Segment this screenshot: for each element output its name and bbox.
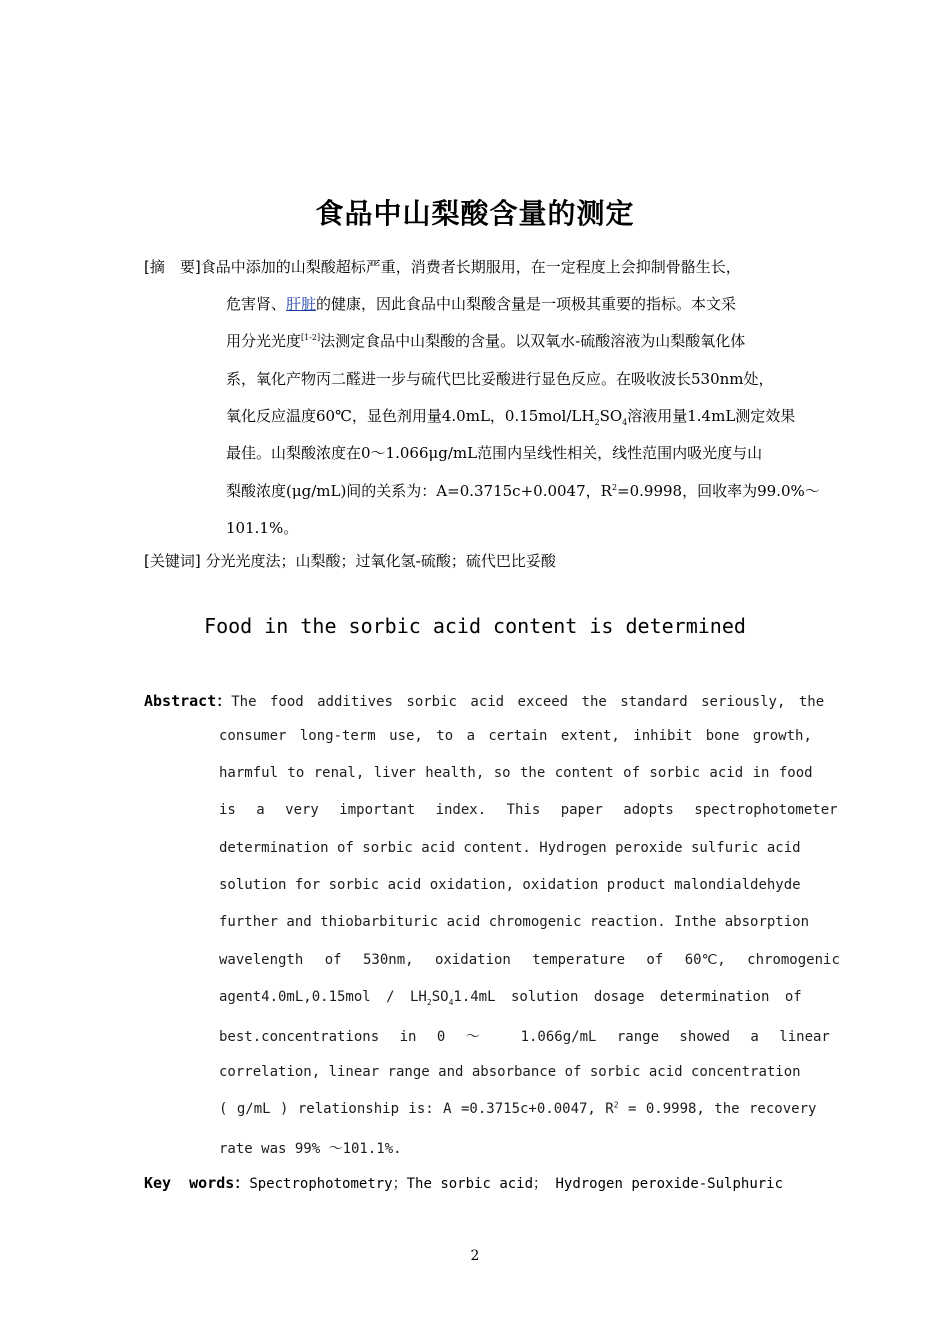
cn-keywords-label: [关键词] [144,552,201,570]
en-abstract-line-11: correlation, linear range and absorbance of sorbic acid concentration [219,1064,801,1080]
en-abstract-label: Abstract： [144,692,232,710]
en-abstract-line-9: agent4.0mL,0.15mol / $LH_2SO_41.4mL$ solution dosage determination of [219,989,802,1007]
en-abstract-line-1: Abstract：The food additives sorbic acid exceed the standard seriously, the [144,692,825,710]
cn-abstract-line-8: 101.1%。 [226,519,299,537]
en-abstract-line-2: consumer long-term use, to a certain extent, inhibit bone growth, [219,728,812,744]
en-abstract-line-7: further and thiobarbituric acid chromogenic reaction. Inthe absorption [219,914,810,930]
chinese-title: 食品中山梨酸含量的测定 [315,197,635,230]
cn-abstract-label: [摘 要] [144,258,201,276]
cn-abstract-line-5: 氧化反应温度60℃，显色剂用量4.0mL，$0.15mol/LH_2SO_4$溶液用量1.4mL测定效果 [226,407,796,427]
cn-abstract-line-4: 系，氧化产物丙二醛进一步与硫代巴比妥酸进行显色反应。在吸收波长530nm处， [226,370,774,388]
en-abstract-line-6: solution for sorbic acid oxidation, oxidation product malondialdehyde [219,877,801,893]
en-abstract-line-13: rate was 99% ～101.1%. [219,1141,402,1157]
cn-abstract-line-6: 最佳。山梨酸浓度在0～1.066μg/mL范围内呈线性相关，线性范围内吸光度与山 [226,444,763,462]
en-abstract-line-10: best.concentrations in 0 ～ 1.066g/mL range showed a linear [219,1029,830,1045]
en-keywords-text: Spectrophotometry；The sorbic acid； Hydrogen peroxide-Sulphuric [249,1176,784,1192]
en-abstract-line-5: determination of sorbic acid content. Hydrogen peroxide sulfuric acid [219,840,801,856]
en-abstract-line-3: harmful to renal, liver health, so the content of sorbic acid in food [219,765,813,781]
en-abstract-line-12: ( g/mL ) relationship is: A =0.3715c+0.0047, $R^2 = 0.9998$, the recovery [219,1100,817,1117]
cn-abstract-line-2: 危害肾、肝脏的健康，因此食品中山梨酸含量是一项极其重要的指标。本文采 [226,295,737,313]
en-keywords [144,1172,783,1193]
page-number: 2 [470,1248,480,1264]
citation-ref: [1-2] [301,333,321,342]
en-keywords-label: Key words： [144,1174,250,1192]
cn-abstract-line-3: 用分光光度[1-2]法测定食品中山梨酸的含量。以双氧水-硫酸溶液为山梨酸氧化体 [226,332,746,350]
en-abstract-line-8: wavelength of 530nm, oxidation temperature of 60℃, chromogenic [219,952,840,968]
liver-link[interactable]: 肝脏 [286,295,317,313]
cn-abstract-line-7: 梨酸浓度(μg/mL)间的关系为：A=0.3715c+0.0047，$R^2=0.9998$，回收率为99.0%～ [226,482,820,500]
english-title: Food in the sorbic acid content is determined [204,614,746,638]
cn-keywords-text: 分光光度法；山梨酸；过氧化氢-硫酸；硫代巴比妥酸 [205,552,556,570]
cn-keywords [144,551,556,571]
cn-abstract-line-1: [摘 要]食品中添加的山梨酸超标严重，消费者长期服用，在一定程度上会抑制骨骼生长， [144,258,741,276]
en-abstract-line-4: is a very important index. This paper adopts spectrophotometer [219,802,838,818]
